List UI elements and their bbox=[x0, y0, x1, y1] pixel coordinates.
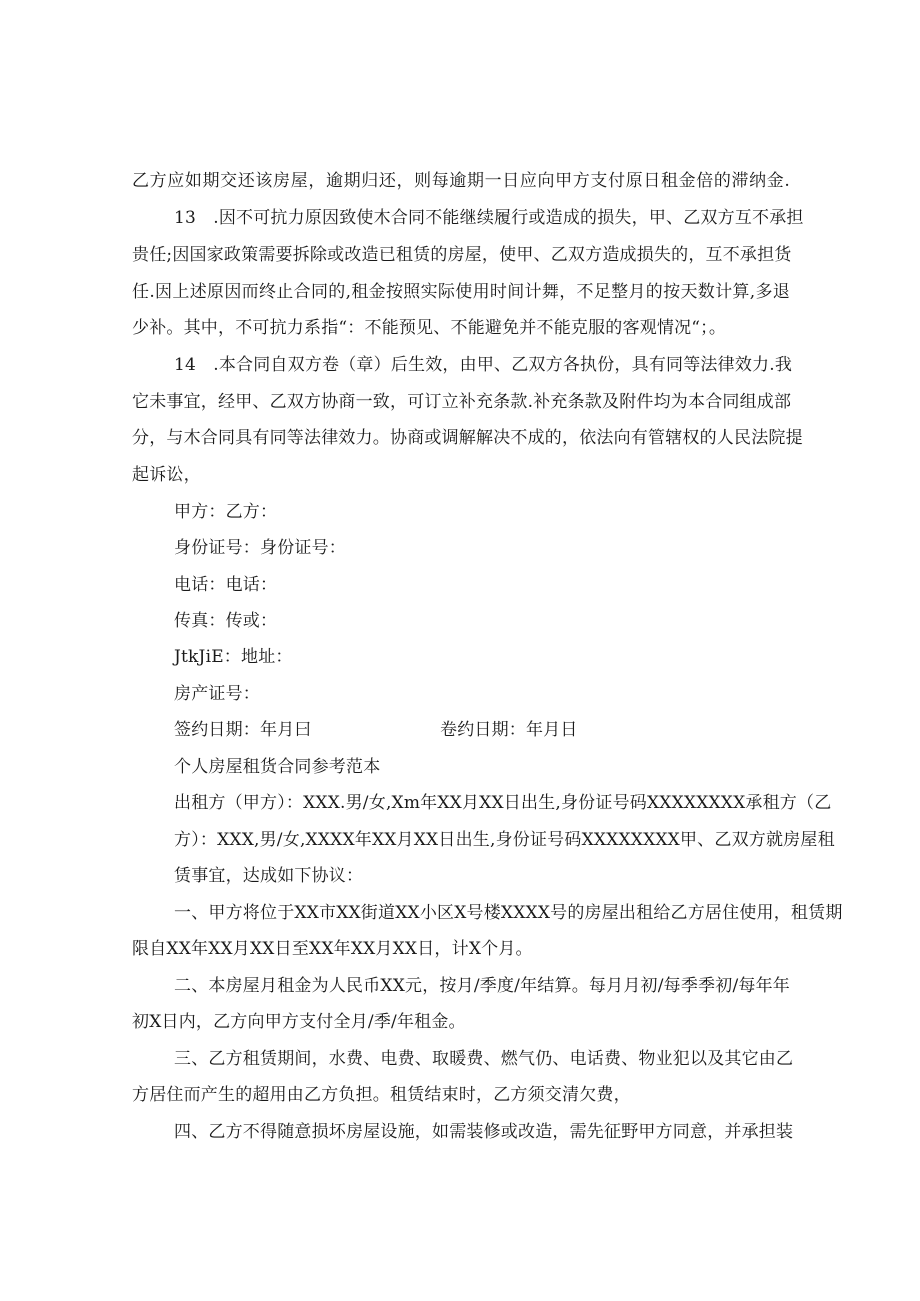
paragraph-line: 出租方（甲方）：XXX.男/女,Xm年XX月XX日出生,身份证号码XXXXXXXX承租方（乙 bbox=[174, 793, 832, 813]
paragraph-line: 限自XX年XX月XX日至XX年XX月XX日，计X个月。 bbox=[132, 939, 533, 959]
paragraph-line: 它未事宜，经甲、乙双方协商一致，可订立补充条款.补充条款及附件均为本合同组成部 bbox=[132, 392, 792, 412]
clause-14-line: 14 .本合同自双方卷（章）后生效，由甲、乙双方各执份，具有同等法律效力.我 bbox=[174, 355, 793, 375]
article-four-line: 四、乙方不得随意损坏房屋设施，如需装修或改造，需先征野甲方同意，并承担装 bbox=[174, 1122, 794, 1142]
paragraph-line: 方居住而产生的超用由乙方负担。租赁结束时，乙方须交清欠费， bbox=[132, 1085, 631, 1105]
paragraph-line: 赁事宜，达成如下协议： bbox=[174, 866, 364, 886]
article-one-line: 一、甲方将位于XX市XX街道XX小区X号楼XXXX号的房屋出租给乙方居住使用，租赁期 bbox=[174, 903, 843, 923]
paragraph-line: 方）：XXX,男/女,XXXX年XX月XX日出生,身份证号码XXXXXXXX甲、乙双方就房屋租 bbox=[174, 830, 835, 850]
paragraph-line: 任.因上述原因而终止合同的,租金按照实际使用时间计舞，不足整月的按天数计算,多退 bbox=[132, 282, 790, 302]
sign-date-right: 卷约日期：年月日 bbox=[440, 720, 578, 740]
fax-label: 传真：传或： bbox=[174, 611, 278, 631]
sign-date-left: 签约日期：年月曰 bbox=[174, 720, 312, 740]
paragraph-line: 分，与木合同具有同等法律效力。协商或调解解决不成的，依法向有管辖权的人民法院提 bbox=[132, 428, 803, 448]
paragraph-line: 少补。其中，不可抗力系指“：不能预见、不能避免并不能克服的客观情况“；。 bbox=[132, 318, 727, 338]
address-label: JtkJiE：地址： bbox=[174, 647, 293, 667]
paragraph-line: 乙方应如期交还该房屋，逾期归还，则每逾期一日应向甲方支付原日租金倍的滞纳金. bbox=[132, 171, 790, 191]
paragraph-line: 初X日内，乙方向甲方支付全月/季/年租金。 bbox=[132, 1012, 466, 1032]
paragraph-line: 贵任;因国家政策需要拆除或改造已租赁的房屋，使甲、乙双方造成损失的，互不承担货 bbox=[132, 245, 792, 265]
article-three-line: 三、乙方租赁期间，水费、电费、取暖费、燃气仍、电话费、物业犯以及其它由乙 bbox=[174, 1049, 794, 1069]
party-label: 甲方：乙方： bbox=[174, 502, 278, 522]
phone-label: 电话：电话： bbox=[174, 575, 278, 595]
property-certificate-label: 房产证号： bbox=[174, 684, 260, 704]
paragraph-line: 起诉讼， bbox=[132, 465, 201, 485]
clause-13-line: 13 .因不可抗力原因致使木合同不能继续履行或造成的损失，甲、乙双方互不承担 bbox=[174, 208, 804, 228]
article-two-line: 二、本房屋月租金为人民币XX元，按月/季度/年结算。每月月初/每季季初/每年年 bbox=[174, 976, 790, 996]
document-title: 个人房屋租货合同参考范本 bbox=[174, 757, 381, 777]
id-number-label: 身份证号：身份证号： bbox=[174, 538, 346, 558]
